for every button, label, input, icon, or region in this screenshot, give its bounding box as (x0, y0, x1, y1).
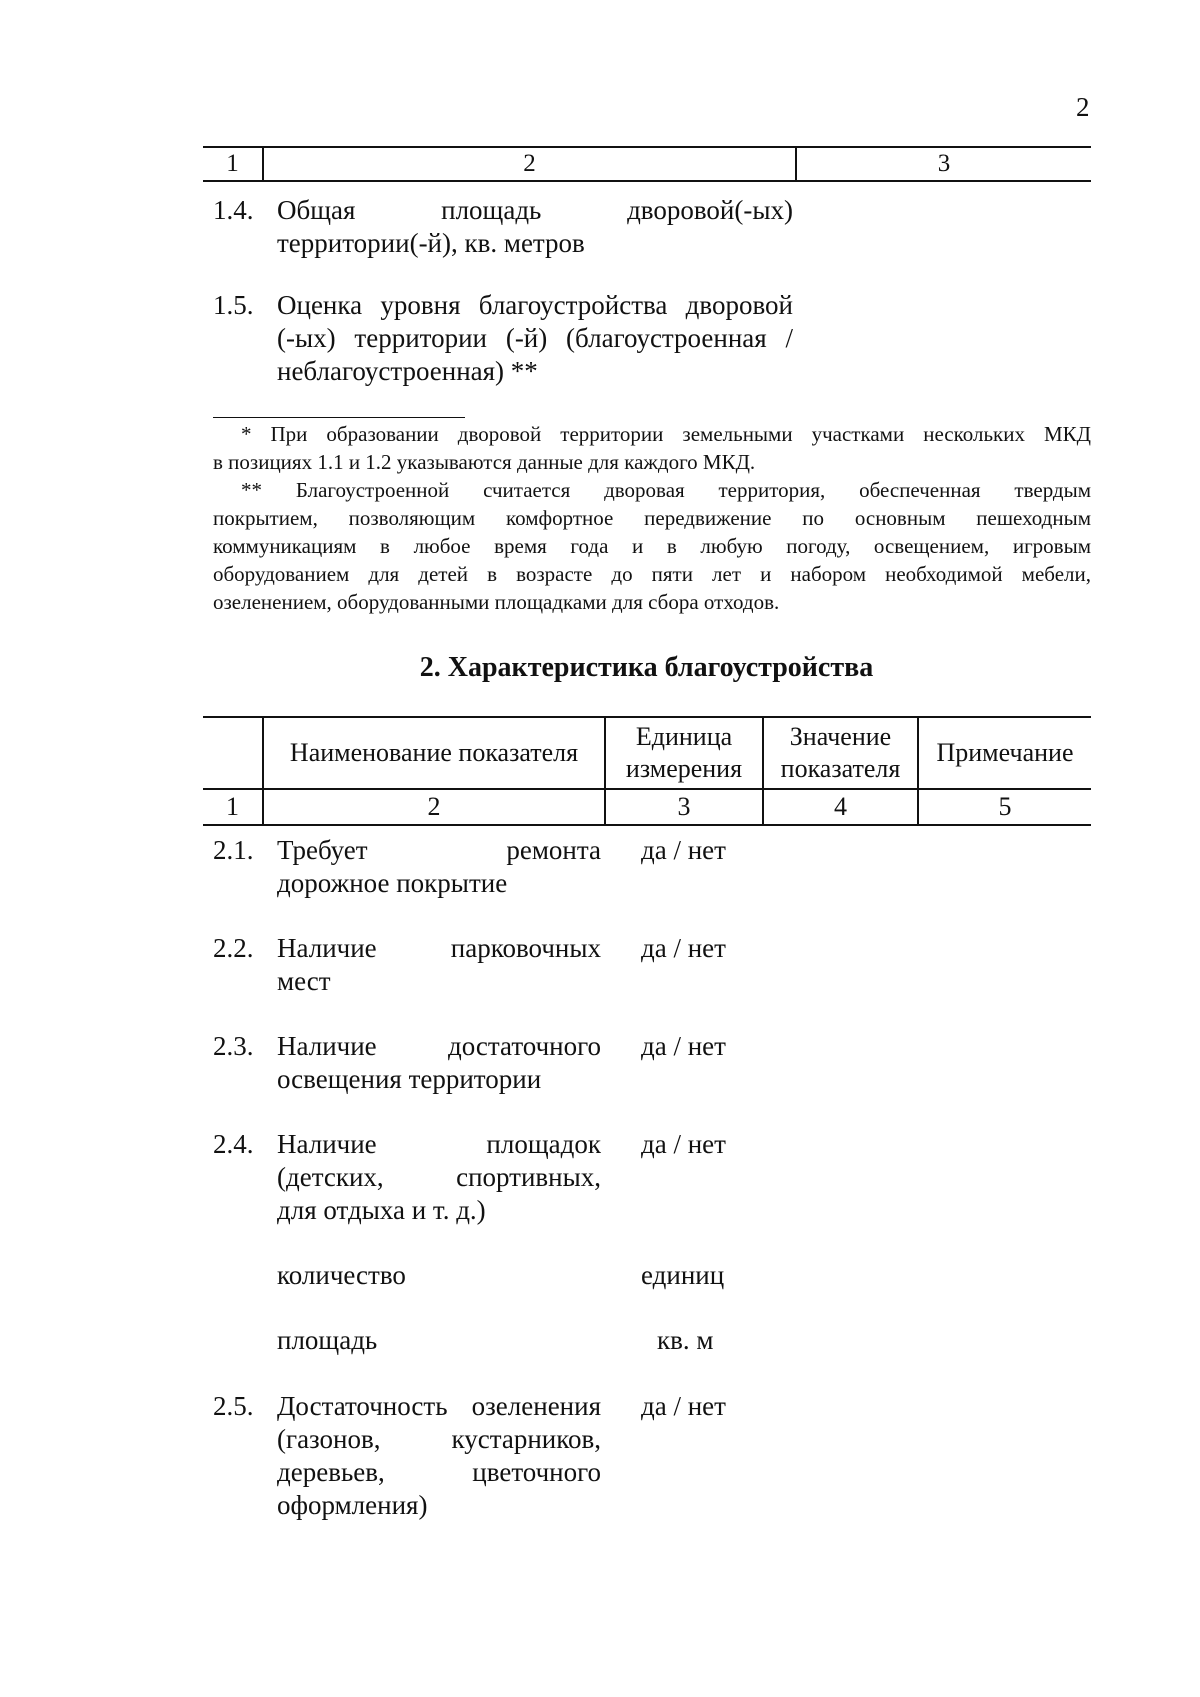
row-indicator-line: для отдыха и т. д.) (277, 1195, 486, 1225)
row-indicator (277, 1030, 601, 1096)
row-indicator (277, 1390, 601, 1522)
item-text-line: Общая площадь дворовой(-ых) (277, 195, 793, 225)
row-number: 2.1. (213, 835, 254, 865)
row-indicator-line: мест (277, 966, 331, 996)
indicators-table-header (203, 716, 1091, 826)
footnote-line: * При образовании дворовой территории земельными участками нескольких МКД (241, 422, 1091, 446)
row-number: 2.3. (213, 1031, 254, 1061)
footnote-line: покрытием, позволяющим комфортное передвижение по основным пешеходным (213, 506, 1091, 530)
column-number-1: 1 (203, 147, 263, 181)
footnote-separator (213, 417, 465, 418)
header-cell-number (203, 717, 263, 789)
row-indicator (277, 1128, 601, 1227)
row-unit: единиц (641, 1260, 725, 1290)
footnote-line: оборудованием для детей в возрасте до пяти лет и набором необходимой мебели, (213, 562, 1091, 586)
row-unit: да / нет (641, 1391, 726, 1421)
item-text-line: неблагоустроенная) ** (277, 356, 538, 386)
continuation-table-header (203, 146, 1091, 182)
header-cell-note: Примечание (918, 717, 1091, 789)
footnote-line: коммуникациям в любое время года и в любую погоду, освещением, игровым (213, 534, 1091, 558)
row-indicator-line: Достаточность озеленения (277, 1391, 601, 1421)
row-indicator-line: дорожное покрытие (277, 868, 508, 898)
row-indicator-line: освещения территории (277, 1064, 542, 1094)
section-title: 2. Характеристика благоустройства (419, 652, 874, 683)
row-indicator (277, 1324, 601, 1357)
column-number-4: 4 (763, 789, 918, 825)
header-cell-value: Значение показателя (763, 717, 918, 789)
item-text-line: (-ых) территории (-й) (благоустроенная / (277, 323, 793, 353)
row-indicator (277, 932, 601, 998)
row-indicator-line: Наличие парковочных (277, 933, 601, 963)
item-text (277, 194, 793, 260)
header-cell-indicator-name: Наименование показателя (263, 717, 605, 789)
footnote-line: в позициях 1.1 и 1.2 указываются данные для каждого МКД. (213, 450, 756, 474)
item-text-line: Оценка уровня благоустройства дворовой (277, 290, 793, 320)
row-unit: да / нет (641, 1129, 726, 1159)
item-number: 1.5. (213, 290, 254, 320)
row-indicator-line: площадь (277, 1325, 378, 1355)
row-indicator-line: оформления) (277, 1490, 428, 1520)
column-number-3: 3 (796, 147, 1091, 181)
item-number: 1.4. (213, 195, 254, 225)
column-number-2: 2 (263, 147, 796, 181)
footnote-1 (213, 420, 1091, 476)
page-number: 2 (1076, 92, 1090, 122)
column-number-5: 5 (918, 789, 1091, 825)
footnote-line: озеленением, оборудованными площадками для сбора отходов. (213, 590, 780, 614)
row-number: 2.2. (213, 933, 254, 963)
item-text-line: территории(-й), кв. метров (277, 228, 585, 258)
row-indicator-line: (газонов, кустарников, (277, 1424, 601, 1454)
footnotes (213, 420, 1091, 616)
footnote-line: ** Благоустроенной считается дворовая территория, обеспеченная твердым (241, 478, 1091, 502)
footnote-2 (213, 476, 1091, 616)
row-number: 2.4. (213, 1129, 254, 1159)
row-unit: кв. м (657, 1325, 714, 1355)
row-indicator-line: Требует ремонта (277, 835, 601, 865)
row-unit: да / нет (641, 835, 726, 865)
row-indicator-line: количество (277, 1260, 406, 1290)
row-indicator-line: Наличие достаточного (277, 1031, 601, 1061)
row-indicator-line: деревьев, цветочного (277, 1457, 601, 1487)
header-cell-unit: Единица измерения (605, 717, 763, 789)
row-indicator (277, 1259, 601, 1292)
item-text (277, 289, 793, 388)
row-indicator (277, 834, 601, 900)
row-unit: да / нет (641, 933, 726, 963)
row-unit: да / нет (641, 1031, 726, 1061)
column-number-3: 3 (605, 789, 763, 825)
row-number: 2.5. (213, 1391, 254, 1421)
row-indicator-line: Наличие площадок (277, 1129, 601, 1159)
column-number-2: 2 (263, 789, 605, 825)
column-number-1: 1 (203, 789, 263, 825)
row-indicator-line: (детских, спортивных, (277, 1162, 601, 1192)
